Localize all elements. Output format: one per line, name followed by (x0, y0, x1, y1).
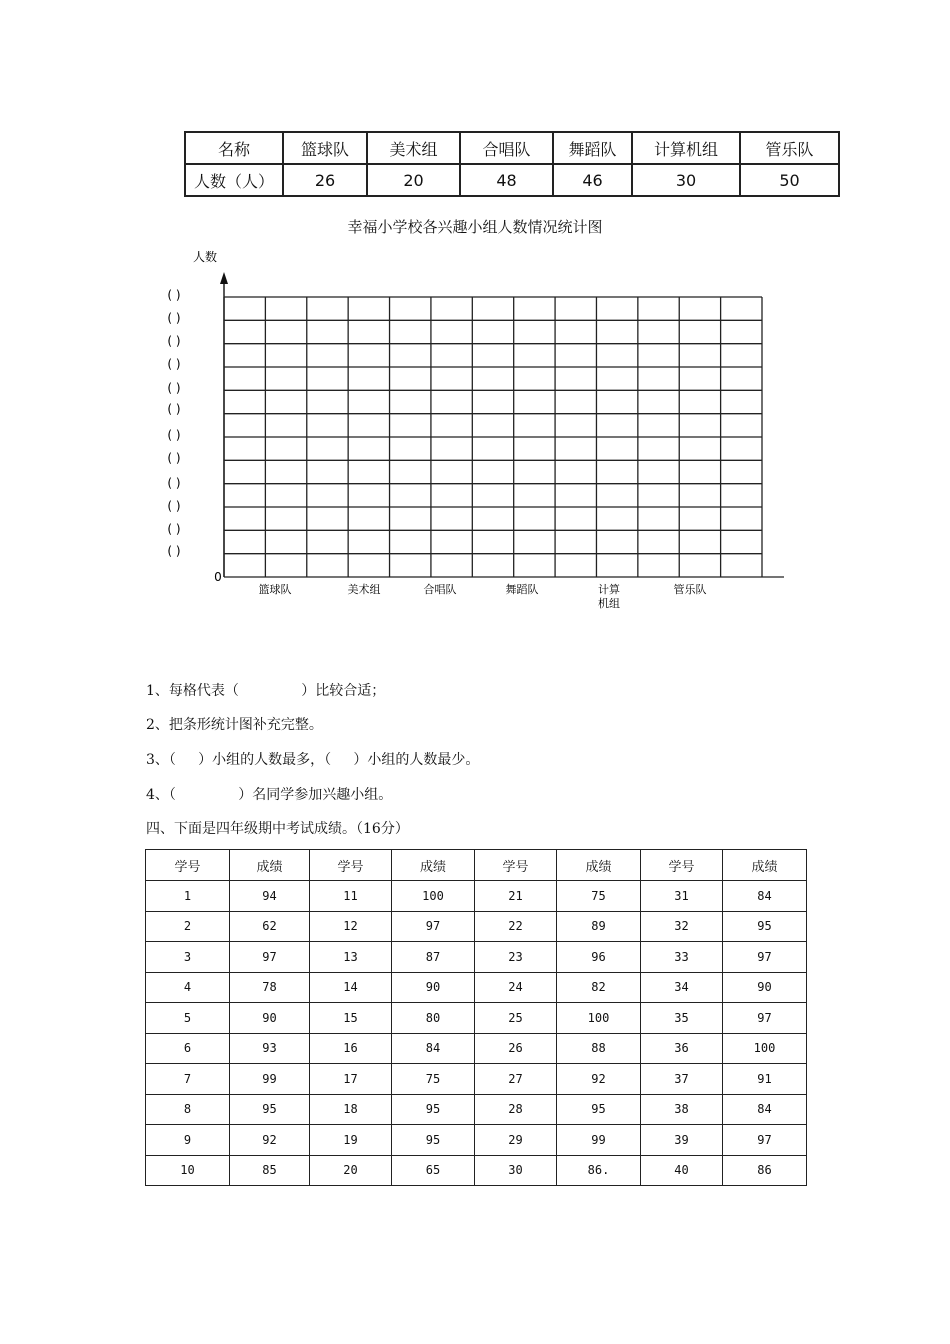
score-cell: 97 (723, 1125, 807, 1156)
table-row (146, 1125, 807, 1156)
score-header-cell: 成绩 (230, 850, 310, 881)
y-tick-blank: ( ) (167, 522, 181, 536)
score-cell: 10 (146, 1155, 230, 1186)
score-header-cell: 学号 (475, 850, 557, 881)
score-cell: 9 (146, 1125, 230, 1156)
score-cell: 86. (557, 1155, 641, 1186)
score-cell: 19 (310, 1125, 392, 1156)
score-cell: 90 (230, 1003, 310, 1034)
club-value-cell: 26 (283, 164, 367, 196)
score-cell: 96 (557, 942, 641, 973)
club-value-cell: 46 (553, 164, 632, 196)
score-cell: 97 (392, 911, 475, 942)
score-cell: 62 (230, 911, 310, 942)
score-cell: 95 (392, 1125, 475, 1156)
score-cell: 25 (475, 1003, 557, 1034)
y-axis-label: 人数 (192, 250, 218, 264)
score-cell: 2 (146, 911, 230, 942)
x-tick-label: 舞蹈队 (505, 583, 539, 596)
club-value-cell: 50 (740, 164, 839, 196)
score-cell: 94 (230, 881, 310, 912)
score-table (145, 849, 807, 1186)
table-row (146, 1003, 807, 1034)
score-header-cell: 学号 (641, 850, 723, 881)
club-header-cell: 舞蹈队 (553, 132, 632, 164)
score-cell: 86 (723, 1155, 807, 1186)
y-tick-blank: ( ) (167, 381, 181, 395)
club-table-value-row (185, 164, 839, 196)
score-cell: 16 (310, 1033, 392, 1064)
score-cell: 84 (723, 881, 807, 912)
score-cell: 90 (392, 972, 475, 1003)
club-header-cell: 计算机组 (632, 132, 740, 164)
club-header-cell: 管乐队 (740, 132, 839, 164)
score-cell: 97 (230, 942, 310, 973)
table-row (146, 972, 807, 1003)
score-cell: 100 (723, 1033, 807, 1064)
score-cell: 99 (557, 1125, 641, 1156)
table-row (146, 1094, 807, 1125)
score-cell: 84 (392, 1033, 475, 1064)
score-cell: 75 (392, 1064, 475, 1095)
score-cell: 85 (230, 1155, 310, 1186)
score-cell: 95 (392, 1094, 475, 1125)
y-tick-blank: ( ) (167, 544, 181, 558)
table-row (146, 942, 807, 973)
x-tick-label: 计算 (598, 583, 620, 596)
score-cell: 21 (475, 881, 557, 912)
y-tick-blank: ( ) (167, 311, 181, 325)
score-cell: 40 (641, 1155, 723, 1186)
score-cell: 20 (310, 1155, 392, 1186)
score-cell: 93 (230, 1033, 310, 1064)
score-cell: 11 (310, 881, 392, 912)
score-cell: 23 (475, 942, 557, 973)
score-cell: 22 (475, 911, 557, 942)
score-cell: 17 (310, 1064, 392, 1095)
score-cell: 97 (723, 1003, 807, 1034)
club-header-cell: 篮球队 (283, 132, 367, 164)
table-row (146, 911, 807, 942)
score-cell: 100 (557, 1003, 641, 1034)
club-count-table (184, 131, 840, 197)
score-cell: 24 (475, 972, 557, 1003)
club-value-cell: 人数（人） (185, 164, 283, 196)
y-tick-blank: ( ) (167, 288, 181, 302)
score-cell: 84 (723, 1094, 807, 1125)
score-cell: 29 (475, 1125, 557, 1156)
club-header-cell: 合唱队 (460, 132, 553, 164)
score-cell: 95 (230, 1094, 310, 1125)
score-cell: 35 (641, 1003, 723, 1034)
origin-label: 0 (214, 570, 222, 584)
score-cell: 97 (723, 942, 807, 973)
x-tick-label: 管乐队 (673, 583, 707, 596)
score-cell: 33 (641, 942, 723, 973)
y-tick-blank: ( ) (167, 499, 181, 513)
score-header-cell: 成绩 (392, 850, 475, 881)
table-row (146, 1064, 807, 1095)
question-4: 4、（ ）名同学参加兴趣小组。 (146, 787, 393, 803)
score-cell: 4 (146, 972, 230, 1003)
table-row (146, 881, 807, 912)
score-header-cell: 成绩 (723, 850, 807, 881)
x-tick-label: 美术组 (347, 583, 381, 596)
y-tick-blank: ( ) (167, 451, 181, 465)
section-4-heading: 四、下面是四年级期中考试成绩。（16分） (146, 821, 409, 837)
score-cell: 95 (557, 1094, 641, 1125)
score-header-cell: 成绩 (557, 850, 641, 881)
x-tick-label: 篮球队 (258, 583, 292, 596)
x-tick-label: 机组 (598, 597, 620, 610)
score-cell: 27 (475, 1064, 557, 1095)
score-cell: 80 (392, 1003, 475, 1034)
score-cell: 34 (641, 972, 723, 1003)
bar-chart-grid[interactable] (0, 240, 950, 620)
score-cell: 8 (146, 1094, 230, 1125)
score-header-cell: 学号 (146, 850, 230, 881)
score-cell: 26 (475, 1033, 557, 1064)
y-axis-arrow-icon (220, 272, 228, 284)
score-table-header-row (146, 850, 807, 881)
score-cell: 15 (310, 1003, 392, 1034)
y-tick-blank: ( ) (167, 402, 181, 416)
score-cell: 32 (641, 911, 723, 942)
table-row (146, 1155, 807, 1186)
score-header-cell: 学号 (310, 850, 392, 881)
score-cell: 5 (146, 1003, 230, 1034)
score-cell: 65 (392, 1155, 475, 1186)
score-cell: 92 (230, 1125, 310, 1156)
club-value-cell: 30 (632, 164, 740, 196)
score-cell: 89 (557, 911, 641, 942)
score-cell: 30 (475, 1155, 557, 1186)
score-cell: 90 (723, 972, 807, 1003)
club-value-cell: 20 (367, 164, 460, 196)
score-cell: 1 (146, 881, 230, 912)
score-cell: 3 (146, 942, 230, 973)
club-header-cell: 美术组 (367, 132, 460, 164)
chart-title: 幸福小学校各兴趣小组人数情况统计图 (347, 218, 603, 236)
score-cell: 39 (641, 1125, 723, 1156)
score-cell: 6 (146, 1033, 230, 1064)
score-cell: 82 (557, 972, 641, 1003)
y-tick-blank: ( ) (167, 476, 181, 490)
score-cell: 75 (557, 881, 641, 912)
club-value-cell: 48 (460, 164, 553, 196)
score-cell: 78 (230, 972, 310, 1003)
score-cell: 99 (230, 1064, 310, 1095)
y-tick-blank: ( ) (167, 357, 181, 371)
y-tick-blank: ( ) (167, 334, 181, 348)
table-row (146, 1033, 807, 1064)
score-cell: 87 (392, 942, 475, 973)
score-cell: 14 (310, 972, 392, 1003)
club-table-header-row (185, 132, 839, 164)
y-tick-blank: ( ) (167, 428, 181, 442)
score-cell: 88 (557, 1033, 641, 1064)
score-cell: 18 (310, 1094, 392, 1125)
score-cell: 38 (641, 1094, 723, 1125)
score-cell: 7 (146, 1064, 230, 1095)
question-2: 2、把条形统计图补充完整。 (146, 717, 323, 733)
score-cell: 91 (723, 1064, 807, 1095)
score-cell: 92 (557, 1064, 641, 1095)
score-cell: 36 (641, 1033, 723, 1064)
score-cell: 95 (723, 911, 807, 942)
score-cell: 12 (310, 911, 392, 942)
x-tick-label: 合唱队 (423, 583, 457, 596)
score-cell: 37 (641, 1064, 723, 1095)
score-cell: 13 (310, 942, 392, 973)
question-3: 3、（ ）小组的人数最多，（ ）小组的人数最少。 (146, 752, 480, 768)
club-header-cell: 名称 (185, 132, 283, 164)
score-cell: 100 (392, 881, 475, 912)
question-1: 1、每格代表（ ）比较合适； (146, 683, 386, 699)
score-cell: 28 (475, 1094, 557, 1125)
score-cell: 31 (641, 881, 723, 912)
